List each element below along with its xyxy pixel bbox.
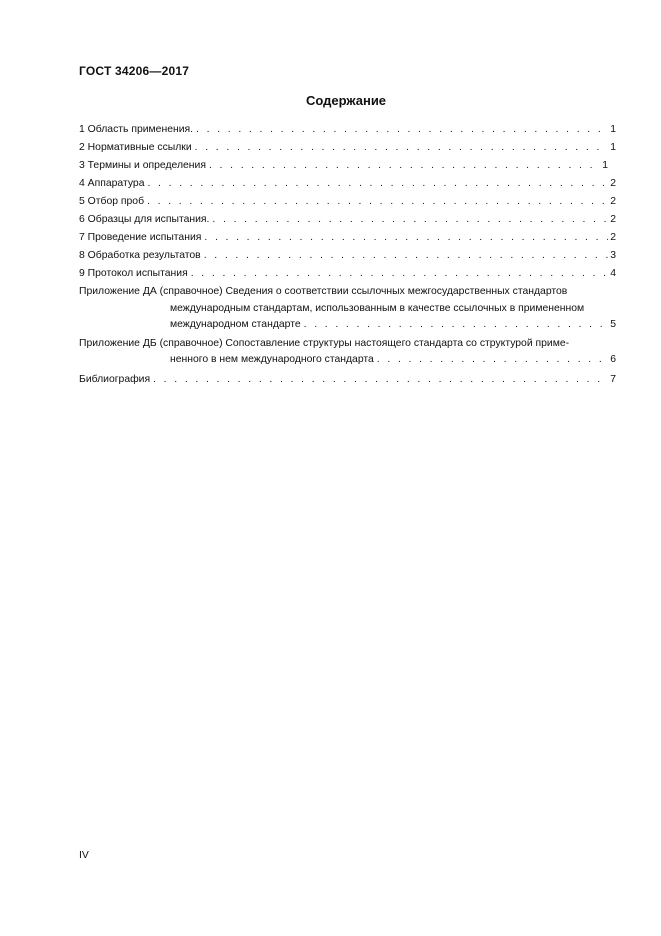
leader-dots [147,175,608,193]
toc-entry-7[interactable] [79,229,616,247]
leader-dots [147,193,608,211]
toc-entry-label: 7 Проведение испытания [79,232,202,243]
annex-title-text: ненного в нем международного стандарта [170,354,374,365]
leader-dots [377,352,608,369]
toc-entry-page: 1 [610,124,616,135]
leader-dots [196,121,608,139]
leader-dots [212,211,608,229]
toc-entry-page: 6 [610,354,616,365]
toc-entry-5[interactable] [79,193,616,211]
toc-entry-label: 1 Область применения. [79,124,194,135]
page-number: IV [79,850,89,861]
toc-entry-bibliography[interactable] [79,371,616,389]
toc-entry-page: 2 [610,214,616,225]
annex-heading: Приложение ДБ (справочное) Сопоставление структуры настоящего стандарта со структурой приме- [79,337,570,349]
toc-entry-4[interactable] [79,175,616,193]
toc-entry-label: 3 Термины и определения [79,160,206,171]
toc-entry-page: 7 [610,373,616,385]
toc-entry-page: 2 [610,178,616,189]
leader-dots [195,139,609,157]
toc-entry-page: 2 [610,232,616,243]
toc-annex-db[interactable] [79,336,616,369]
toc-entry-label: Библиография [79,373,151,385]
annex-title-text: международном стандарте [170,319,301,330]
toc-entry-6[interactable] [79,211,616,229]
table-of-contents [79,121,616,389]
annex-title-last-line [79,352,616,369]
toc-entry-label: 6 Образцы для испытания. [79,214,210,225]
toc-entry-8[interactable] [79,247,616,265]
annex-heading: Приложение ДА (справочное) Сведения о соответствии ссылочных межгосударственных стандартов [79,286,568,297]
toc-entry-label: 5 Отбор проб [79,196,145,207]
annex-title-last-line [79,317,616,334]
toc-entry-2[interactable] [79,139,616,157]
toc-entry-page: 1 [610,142,616,153]
leader-dots [304,317,609,334]
toc-entry-label: 2 Нормативные ссылки [79,142,192,153]
toc-entry-9[interactable] [79,265,616,283]
leader-dots [191,265,608,283]
document-code: ГОСТ 34206—2017 [79,64,190,78]
annex-title-line: международным стандартам, использованным в качестве ссылочных в примененном [170,302,585,314]
toc-entry-page: 1 [602,160,608,171]
leader-dots [204,247,609,265]
leader-dots [153,371,608,389]
toc-entry-page: 5 [610,319,616,330]
toc-entry-page: 4 [610,268,616,279]
toc-entry-label: 8 Обработка результатов [79,250,201,261]
leader-dots [204,229,608,247]
page-title: Содержание [305,93,387,108]
toc-entry-label: 9 Протокол испытания [79,268,188,279]
toc-entry-3[interactable] [79,157,608,175]
leader-dots [209,157,600,175]
toc-entry-label: 4 Аппаратура [79,178,145,189]
toc-annex-da[interactable] [79,284,616,334]
toc-entry-1[interactable] [79,121,616,139]
toc-entry-page: 3 [610,250,616,261]
toc-entry-page: 2 [610,196,616,207]
